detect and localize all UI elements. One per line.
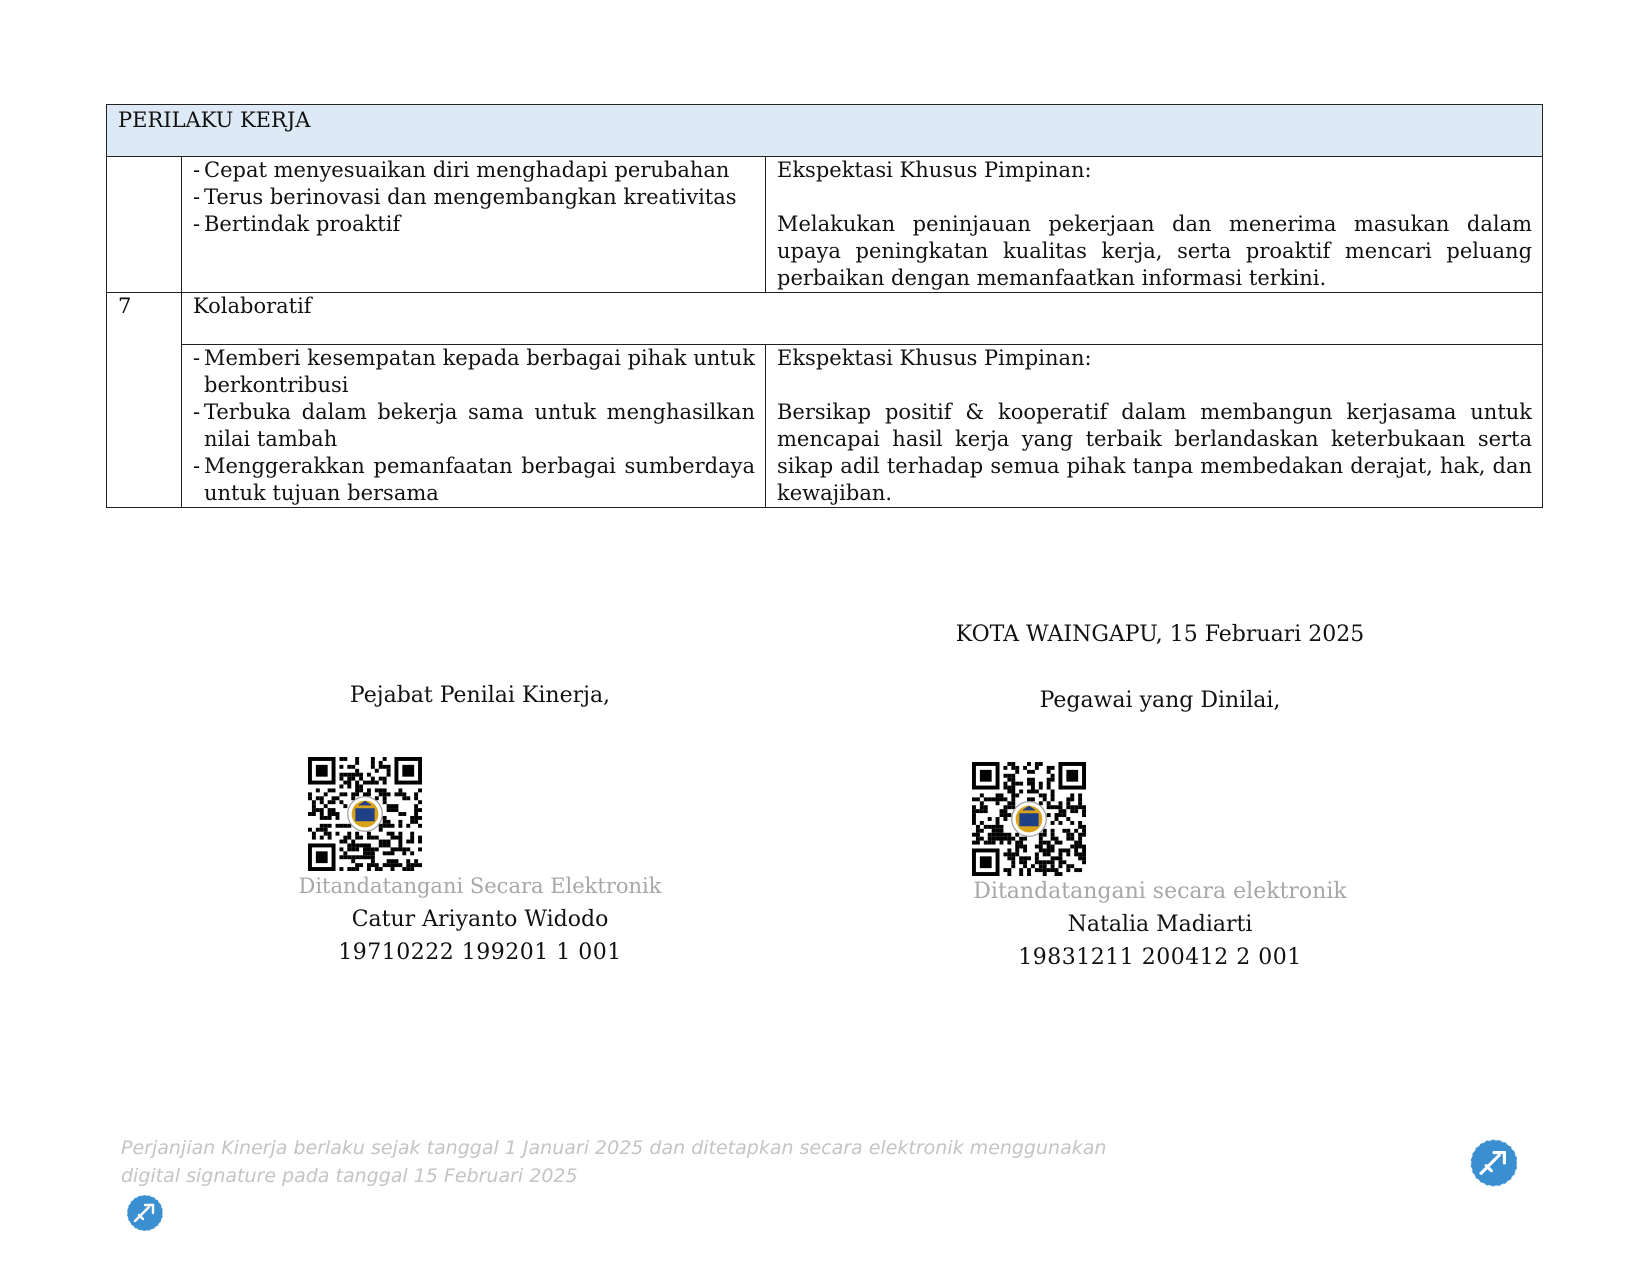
section-title: PERILAKU KERJA — [118, 108, 311, 132]
row-number-cell — [107, 157, 182, 293]
behavior-list — [193, 157, 755, 238]
place-date: KOTA WAINGAPU, 15 Februari 2025 — [955, 622, 1365, 647]
bullet-cell — [182, 345, 766, 508]
right-signer-nip: 19831211 200412 2 001 — [1018, 945, 1302, 970]
expectation-text: Bersikap positif & kooperatif dalam membangun kerjasama untuk mencapai hasil kerja yang terbaik berlandaskan keterbukaan serta sikap adil terhadap semua pihak tanpa membedakan derajat, hak, dan kewajiban. — [777, 400, 1533, 505]
expectation-cell — [766, 345, 1543, 508]
list-item: - Cepat menyesuaikan diri menghadapi perubahan — [193, 158, 730, 182]
bullet-cell — [182, 157, 766, 293]
row-title: Kolaboratif — [182, 293, 1543, 345]
right-esign-label: Ditandatangani secara elektronik — [973, 879, 1347, 904]
row-number: 7 — [107, 293, 182, 345]
left-signer-role: Pejabat Penilai Kinerja, — [349, 683, 611, 708]
list-item: - Terus berinovasi dan mengembangkan kreativitas — [193, 185, 737, 209]
list-item: - Menggerakkan pemanfaatan berbagai sumberdaya untuk tujuan bersama — [193, 454, 755, 505]
digital-signature-stamp-icon — [1468, 1137, 1520, 1189]
left-signer-name: Catur Ariyanto Widodo — [351, 907, 609, 932]
footer-line: digital signature pada tanggal 15 Februari 2025 — [121, 1165, 578, 1187]
perilaku-kerja-table — [106, 104, 1543, 508]
table-row — [107, 345, 1543, 508]
table-row — [107, 157, 1543, 293]
list-item: - Memberi kesempatan kepada berbagai pihak untuk berkontribusi — [193, 346, 755, 397]
expectation-cell — [766, 157, 1543, 293]
right-signer-name: Natalia Madiarti — [1067, 912, 1253, 937]
expectation-text: Melakukan peninjauan pekerjaan dan menerima masukan dalam upaya peningkatan kualitas kerja, serta proaktif mencari peluang perbaikan dengan memanfaatkan informasi terkini. — [777, 212, 1533, 290]
left-esign-label: Ditandatangani Secara Elektronik — [298, 874, 662, 898]
qr-code-icon — [972, 762, 1086, 876]
qr-code-icon — [308, 757, 422, 871]
list-item: - Terbuka dalam bekerja sama untuk menghasilkan nilai tambah — [193, 400, 755, 451]
footer-line: Perjanjian Kinerja berlaku sejak tanggal 1 Januari 2025 dan ditetapkan secara elektronik menggunakan — [121, 1137, 1107, 1159]
expectation-label: Ekspektasi Khusus Pimpinan: — [777, 158, 1092, 182]
table-row — [107, 293, 1543, 345]
section-header — [107, 105, 1543, 157]
left-signer-nip: 19710222 199201 1 001 — [338, 940, 622, 965]
expectation-label: Ekspektasi Khusus Pimpinan: — [777, 346, 1092, 370]
footer-note — [121, 1134, 1121, 1190]
row-number-cell — [107, 345, 182, 508]
right-signer-role: Pegawai yang Dinilai, — [1039, 688, 1281, 713]
list-item: - Bertindak proaktif — [193, 212, 401, 236]
digital-signature-stamp-icon — [125, 1193, 165, 1233]
behavior-list — [193, 345, 755, 507]
